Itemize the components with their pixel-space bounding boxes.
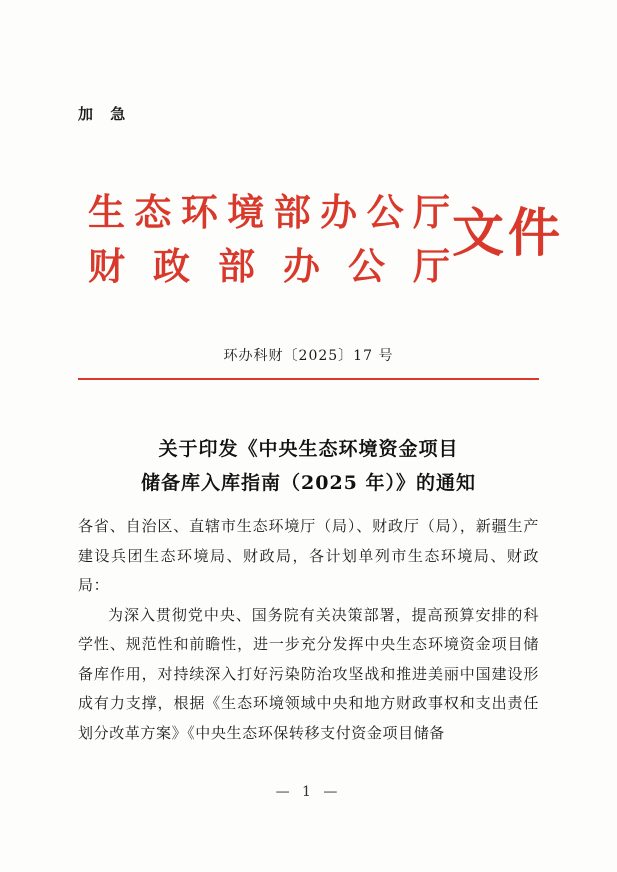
title-line-2: 储备库入库指南（2025 年）》的通知 [141, 472, 476, 494]
masthead-issuers [88, 185, 458, 293]
recipients-paragraph: 各省、自治区、直辖市生态环境厅（局）、财政厅（局），新疆生产建设兵团生态环境局、财政局，各计划单列市生态环境局、财政局： [78, 517, 539, 594]
red-divider-rule [78, 378, 539, 380]
masthead-line-2: 财政部办公厅 [88, 244, 458, 288]
page-number: — 1 — [275, 784, 342, 800]
masthead-line-1: 生态环境部办公厅 [88, 190, 458, 234]
urgency-mark: 加 急 [78, 105, 132, 123]
body-paragraph-1: 为深入贯彻党中央、国务院有关决策部署，提高预算安排的科学性、规范性和前瞻性，进一步充分发挥中央生态环境资金项目储备库作用，对持续深入打好污染防治攻坚战和推进美丽中国建设形成有力支撑，根据《生态环境领域中央和地方财政事权和支出责任划分改革方案》《中央生态环保转移支付资金项目储备 [78, 605, 539, 742]
document-body [78, 512, 539, 748]
title-line-1: 关于印发《中央生态环境资金项目 [158, 438, 459, 460]
masthead-document-word: 文件 [452, 203, 565, 264]
document-number: 环办科财〔2025〕17 号 [223, 348, 394, 364]
page-title [78, 432, 539, 500]
masthead [0, 185, 617, 310]
